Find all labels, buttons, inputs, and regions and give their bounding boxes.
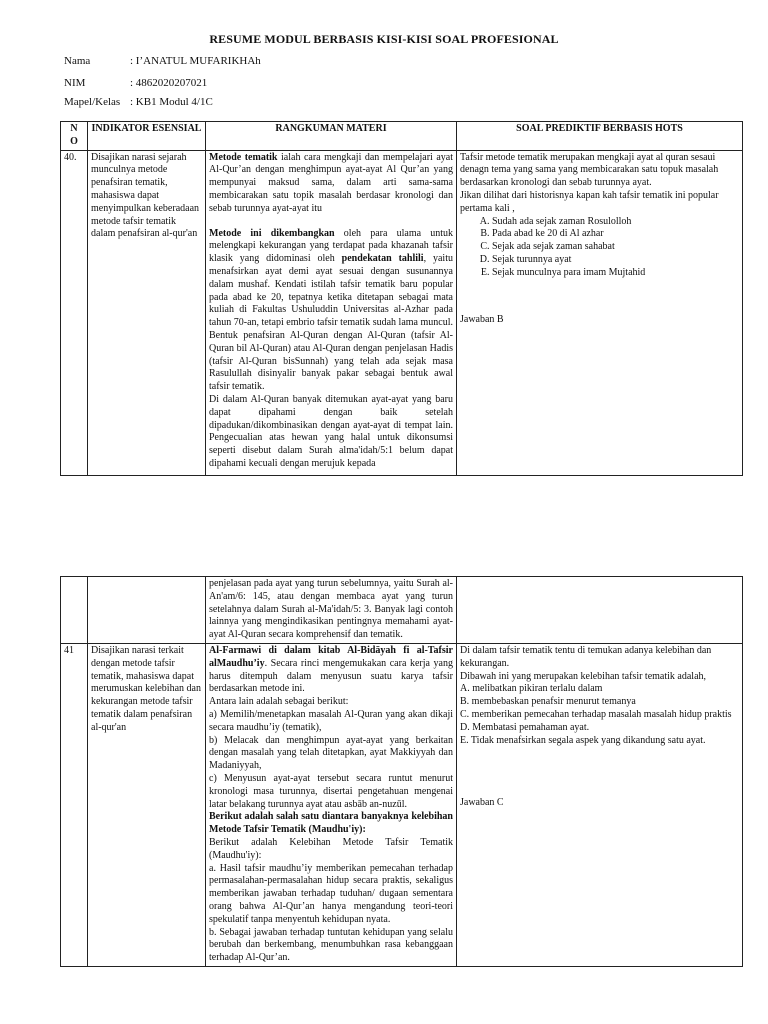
option-list	[460, 216, 739, 280]
soal-cell	[457, 577, 743, 644]
materi-paragraph	[209, 152, 453, 216]
field-label: Nama	[64, 55, 91, 67]
header-indikator: INDIKATOR ESENSIAL	[88, 122, 206, 151]
table-row	[61, 643, 743, 966]
field-value: : 4862020207021	[130, 77, 208, 89]
field-value: : KB1 Modul 4/1C	[130, 96, 213, 108]
materi-cell	[206, 150, 457, 475]
answer-label: Jawaban C	[460, 797, 504, 809]
materi-cell	[206, 643, 457, 966]
soal-cell	[457, 643, 743, 966]
header-no-line1: N	[70, 123, 78, 134]
table-row	[61, 150, 743, 475]
option-item: A. Sudah ada sejak zaman Rosulolloh	[492, 216, 739, 229]
row-number: 41	[61, 643, 88, 966]
soal-question: Jikan dilihat dari historisnya kapan kah tafsir tematik ini popular pertama kali ,	[460, 189, 719, 214]
field-mapel-kelas	[64, 96, 213, 108]
materi-term: Metode ini dikembangkan	[209, 227, 335, 239]
field-nim	[64, 77, 207, 89]
option-item: B. Pada abad ke 20 di Al azhar	[492, 228, 739, 241]
option-item: E. Sejak munculnya para imam Mujtahid	[492, 267, 739, 280]
materi-line: Berikut adalah Kelebihan Metode Tafsir Tematik (Maudhu'iy):	[209, 836, 453, 861]
materi-line: c) Menyusun ayat-ayat tersebut secara runtut menurut kronologi masa turunnya, disertai pengetahuan mengenai latar belakang turunnya ayat atau asbāb an-nuzūl.	[209, 772, 453, 810]
materi-line: b. Sebagai jawaban terhadap tuntutan kehidupan yang selalu berubah dan berkembang, menumbuhkan rasa kebanggaan terhadap Al-Qur’an.	[209, 926, 453, 964]
option-item: A. melibatkan pikiran terlalu dalam	[460, 683, 603, 695]
option-item: D. Membatasi pemahaman ayat.	[460, 721, 590, 733]
soal-intro: Tafsir metode tematik merupakan mengkaji ayat al quran sesaui denagn tema yang sama yang membicarakan satu topuk masalah berdasarkan kronologi dan sebab turunnya ayat.	[460, 151, 719, 189]
materi-term: Al-Farmawi di dalam kitab Al-Bidāyah fi al-Tafsir alMaudhu’iy	[209, 644, 453, 669]
soal-question: Dibawah ini yang merupakan kelebihan tafsir tematik adalah,	[460, 670, 707, 682]
materi-paragraph	[209, 228, 453, 394]
indikator-cell	[88, 577, 206, 644]
header-no-line2: O	[70, 135, 78, 147]
kisi-kisi-table-page1	[60, 121, 743, 476]
materi-cell: penjelasan pada ayat yang turun sebelumnya, yaitu Surah al-An'am/6: 145, atau dengan membaca ayat yang turun setelahnya dalam Surah al-Ma'idah/5: 3. Banyak lagi contoh lainnya yang mengindikasikan pentingnya memahami ayat-ayat Al-Quran secara komprehensif dan tematik.	[206, 577, 457, 644]
field-label: Mapel/Kelas	[64, 96, 121, 108]
row-number: 40.	[61, 150, 88, 475]
row-number	[61, 577, 88, 644]
materi-text: . Secara rinci mengemukakan cara kerja yang harus ditempuh dalam menyusun suatu karya tafsir berdasarkan metode ini.	[209, 657, 453, 695]
materi-text: oleh para ulama untuk melengkapi kekurangan yang terdapat pada khazanah tafsir klasik yang didominasi oleh	[209, 227, 454, 265]
materi-text: ialah cara mengkaji dan mempelajari ayat Al-Qur’an dengan menghimpun ayat-ayat Al Qur’an yang mempunyai maksud sama, dalam arti sama-sama membicarakan satu topik masalah berdasar kronologi dan sebab turunnya ayat-ayat itu	[209, 151, 453, 214]
soal-cell	[457, 150, 743, 475]
field-nama	[64, 55, 261, 67]
kisi-kisi-table-page2	[60, 576, 743, 967]
materi-line: b) Melacak dan menghimpun ayat-ayat yang berkaitan dengan masalah yang telah ditetapkan, ayat Makkiyyah dan Madaniyyah,	[209, 734, 453, 772]
indikator-cell: Disajikan narasi sejarah munculnya metode penafsiran tematik, mahasiswa dapat menyimpulkan keberadaan metode tafsir tematik dalam penafsiran al-qur'an	[88, 150, 206, 475]
materi-paragraph	[209, 645, 453, 696]
materi-heading: Berikut adalah salah satu diantara banyaknya kelebihan Metode Tafsir Tematik (Maudhu'iy):	[209, 811, 453, 836]
header-soal: SOAL PREDIKTIF BERBASIS HOTS	[457, 122, 743, 151]
materi-line: Antara lain adalah sebagai berikut:	[209, 696, 349, 708]
field-value: : I’ANATUL MUFARIKHAh	[130, 55, 261, 67]
table-row	[61, 577, 743, 644]
document-title: RESUME MODUL BERBASIS KISI-KISI SOAL PROFESIONAL	[209, 32, 559, 46]
materi-line: a. Hasil tafsir maudhu’iy memberikan pemecahan terhadap permasalahan-permasalahan hidup secara praktis, sekaligus memberikan jawaban terhadap tuduhan/ dugaan sementara orang bahwa Al-Qur’an hanya mengandung teori-teori spekulatif tanpa menyentuh kehidupan nyata.	[209, 862, 453, 925]
option-item: D. Sejak turunnya ayat	[492, 254, 739, 267]
option-item: E. Tidak menafsirkan segala aspek yang dikandung satu ayat.	[460, 734, 706, 746]
materi-term: pendekatan tahlili	[341, 253, 424, 265]
materi-line: a) Memilih/menetapkan masalah Al-Quran yang akan dikaji secara maudhu’iy (tematik),	[209, 708, 453, 733]
indikator-cell: Disajikan narasi terkait dengan metode tafsir tematik, mahasiswa dapat merumuskan kelebihan dan kekurangan metode tafsir tematik dalam penafsiran al-qur'an	[88, 643, 206, 966]
materi-paragraph: Di dalam Al-Quran banyak ditemukan ayat-ayat yang baru dapat dipahami dengan baik setelah dipadukan/dikombinasikan dengan ayat-ayat di tempat lain. Pengecualian atas hewan yang halal untuk dikonsumsi seperti disebut dalam Surah alma'idah/5:1 belum dapat dipahami kecuali dengan merujuk kepada	[209, 393, 453, 469]
field-label: NIM	[64, 77, 86, 89]
option-item: C. Sejak ada sejak zaman sahabat	[492, 241, 739, 254]
table-header-row	[61, 122, 743, 151]
materi-term: Metode tematik	[209, 151, 278, 163]
option-item: C. memberikan pemecahan terhadap masalah masalah hidup praktis	[460, 708, 732, 720]
materi-text: , yaitu menafsirkan ayat demi ayat sesuai dengan susunannya dalam mushaf. Kendati istilah tafsir tematik baru popular pada abad ke 20, tepatnya ketika ditetapan sebagai mata kuliah di Fakultas Ushuluddin Universitas al-Azhar pada tahun 70-an, tetapi embrio tafsir tematik sudah lama muncul. Bentuk penafsiran Al-Quran dengan Al-Quran (tafsir Al-Quran bil Al-Quran) atau Al-Quran dengan penjelasan Hadis (tafsir Al-Quran bisSunnah) yang telah ada sejak masa Rasulullah disinyalir banyak pakar sebagai bentuk awal tafsir tematik.	[209, 253, 453, 393]
header-rangkuman: RANGKUMAN MATERI	[206, 122, 457, 151]
answer-label: Jawaban B	[460, 313, 504, 325]
option-item: B. membebaskan penafsir menurut temanya	[460, 696, 636, 708]
soal-intro: Di dalam tafsir tematik tentu di temukan adanya kelebihan dan kekurangan.	[460, 644, 712, 669]
header-no	[61, 122, 88, 151]
